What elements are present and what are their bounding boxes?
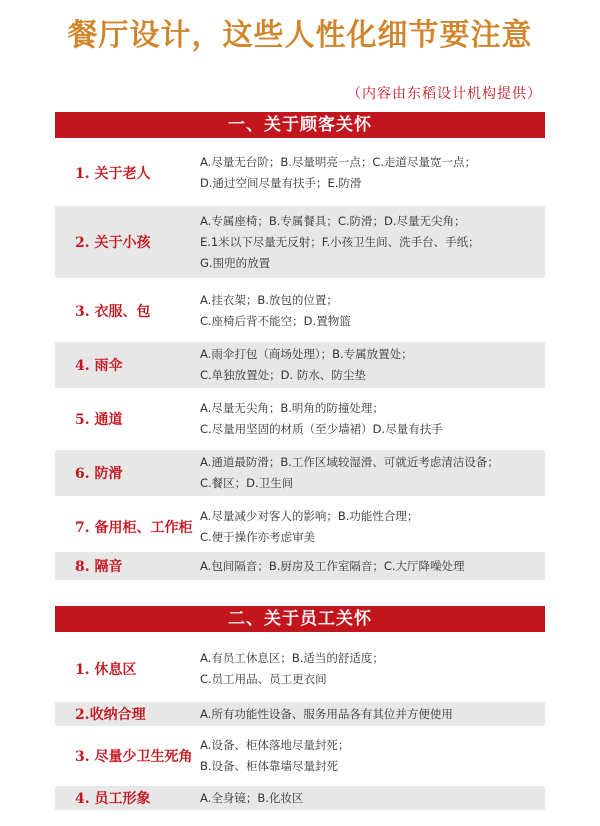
item-description	[200, 788, 545, 809]
item-label: 1. 关于老人	[75, 166, 151, 182]
list-item	[55, 148, 545, 198]
description-line: A.尽量无台阶；B.尽量明亮一点；C.走道尽量宽一点；	[200, 155, 477, 169]
item-description	[200, 344, 545, 386]
description-line: C.尽量用坚固的材质（至少墙裙）D.尽量有扶手	[200, 422, 443, 436]
description-line: A.有员工休息区；B.适当的舒适度；	[200, 651, 384, 665]
page-title: 餐厅设计，这些人性化细节要注意	[67, 18, 533, 53]
item-description	[200, 556, 545, 577]
item-label: 2. 关于小孩	[75, 235, 151, 251]
item-description	[200, 735, 545, 777]
item-description	[200, 290, 545, 332]
description-line: A.挂衣架；B.放包的位置；	[200, 293, 338, 307]
description-line: G.围兜的放置	[200, 255, 271, 270]
list-item	[55, 450, 545, 496]
description-line: C.座椅后背不能空；D.置物篮	[200, 314, 351, 328]
section-header: 一、关于顾客关怀	[55, 112, 545, 138]
description-line: E.1米以下尽量无反射；F.小孩卫生间、洗手台、手纸；	[200, 234, 480, 249]
description-line: A.包间隔音；B.厨房及工作室隔音；C.大厅降噪处理	[200, 558, 465, 573]
description-line: C.餐区；D.卫生间	[200, 476, 294, 490]
page-subtitle: （内容由东稻设计机构提供）	[347, 86, 542, 102]
list-item	[55, 644, 545, 694]
item-description	[200, 648, 545, 690]
item-label: 1. 休息区	[75, 662, 137, 678]
section-header: 二、关于员工关怀	[55, 606, 545, 632]
item-description	[200, 452, 545, 494]
description-line: B.设备、柜体靠墙尽量封死	[200, 759, 339, 773]
item-description	[200, 704, 545, 725]
item-description	[200, 506, 545, 548]
description-line: C.员工用品、员工更衣间	[200, 672, 327, 686]
list-item	[55, 396, 545, 442]
item-description	[200, 398, 545, 440]
description-line: A.尽量减少对客人的影响；B.功能性合理；	[200, 509, 419, 523]
description-line: C.单独放置处；D. 防水、防尘垫	[200, 368, 366, 382]
list-item	[55, 342, 545, 388]
list-item	[55, 286, 545, 336]
item-label: 6. 防滑	[75, 466, 123, 482]
description-line: A.雨伞打包（商场处理）；B.专属放置处；	[200, 347, 413, 361]
description-line: A.所有功能性设备、服务用品各有其位并方便使用	[200, 706, 453, 721]
list-item	[55, 702, 545, 726]
description-line: A.全身镜；B.化妆区	[200, 790, 304, 805]
list-item	[55, 206, 545, 278]
item-label: 3. 衣服、包	[75, 304, 151, 320]
item-label: 8. 隔音	[75, 559, 123, 575]
description-line: D.通过空间尽量有扶手；E.防滑	[200, 176, 362, 190]
description-line: C.便于操作亦考虑审美	[200, 530, 316, 544]
description-line: A.通道最防滑；B.工作区域较湿滑、可就近考虑清洁设备；	[200, 455, 499, 469]
item-label: 5. 通道	[75, 412, 123, 428]
list-item	[55, 552, 545, 580]
item-label: 7. 备用柜、工作柜	[75, 520, 193, 536]
description-line: A.专属座椅；B.专属餐具；C.防滑；D.尽量无尖角；	[200, 213, 466, 228]
description-line: A.设备、柜体落地尽量封死；	[200, 738, 350, 752]
item-description	[200, 211, 545, 274]
item-label: 2.收纳合理	[75, 707, 146, 723]
list-item	[55, 504, 545, 550]
item-description	[200, 152, 545, 194]
item-label: 4. 员工形象	[75, 791, 151, 807]
item-label: 3. 尽量少卫生死角	[75, 749, 193, 765]
item-label: 4. 雨伞	[75, 358, 123, 374]
list-item	[55, 786, 545, 810]
list-item	[55, 732, 545, 780]
description-line: A.尽量无尖角；B.明角的防撞处理；	[200, 401, 384, 415]
